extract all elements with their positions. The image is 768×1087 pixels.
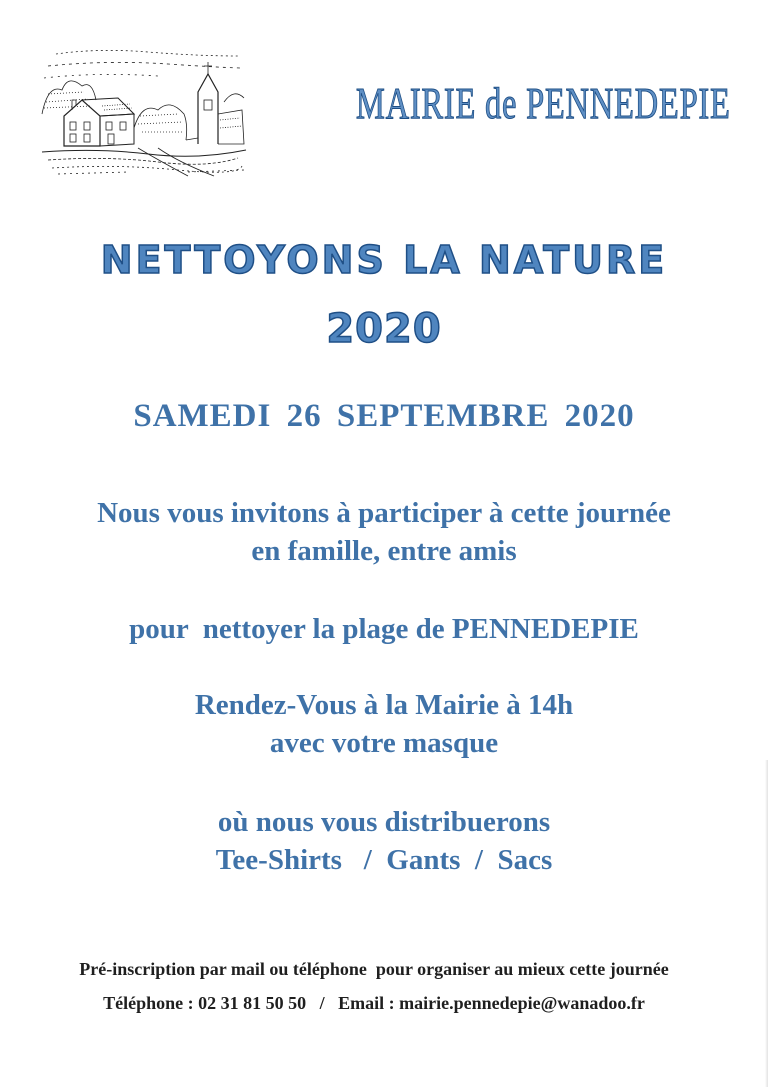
purpose-text: pour nettoyer la plage de PENNEDEPIE: [129, 613, 639, 645]
event-date: SAMEDI 26 SEPTEMBRE 2020: [133, 398, 635, 434]
invite-text-line2: en famille, entre amis: [251, 535, 517, 567]
mairie-title: MAIRIE de PENNEDEPIE: [355, 79, 731, 128]
distribution-text-line1: où nous vous distribuerons: [217, 806, 551, 838]
event-headline: NETTOYONS LA NATURE: [100, 238, 668, 282]
preinscription-note: Pré-inscription par mail ou téléphone pour organiser au mieux cette journée: [79, 959, 669, 979]
invite-text-line1: Nous vous invitons à participer à cette journée: [97, 497, 671, 529]
contact-info: Téléphone : 02 31 81 50 50 / Email : mairie.pennedepie@wanadoo.fr: [103, 993, 645, 1013]
meeting-text-line1: Rendez-Vous à la Mairie à 14h: [194, 689, 574, 721]
event-year: 2020: [326, 306, 442, 352]
village-engraving-icon: [38, 44, 250, 180]
meeting-text-line2: avec votre masque: [269, 727, 499, 759]
distribution-items: Tee-Shirts / Gants / Sacs: [215, 844, 553, 876]
